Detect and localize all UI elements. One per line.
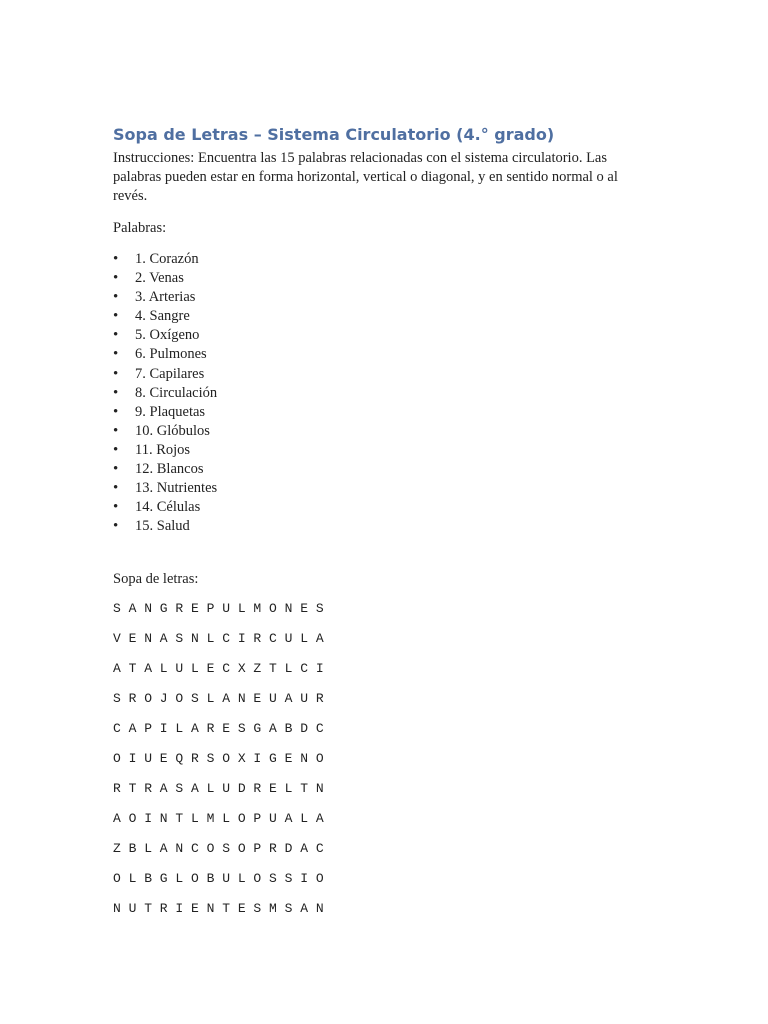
list-item <box>113 403 217 422</box>
bullet-icon: • <box>113 289 119 306</box>
list-item <box>113 365 217 384</box>
bullet-icon: • <box>113 461 119 478</box>
list-item <box>113 269 217 288</box>
word-label: 8. Circulación <box>135 384 218 401</box>
grid-row: O L B G L O B U L O S S I O <box>113 871 324 886</box>
word-label: 13. Nutrientes <box>135 480 218 497</box>
word-label: 11. Rojos <box>135 441 191 458</box>
bullet-icon: • <box>113 499 119 516</box>
words-label: Palabras: <box>113 220 167 236</box>
document-title: Sopa de Letras – Sistema Circulatorio (4.° grado) <box>113 125 555 144</box>
bullet-icon: • <box>113 365 119 382</box>
bullet-icon: • <box>113 346 119 363</box>
word-search-grid <box>113 599 324 929</box>
bullet-icon: • <box>113 251 119 267</box>
grid-row: S A N G R E P U L M O N E S <box>113 601 324 616</box>
bullet-icon: • <box>113 518 119 535</box>
bullet-icon: • <box>113 270 119 287</box>
word-label: 15. Salud <box>135 518 190 535</box>
word-label: 5. Oxígeno <box>135 327 200 344</box>
bullet-icon: • <box>113 480 119 497</box>
word-label: 10. Glóbulos <box>135 422 210 439</box>
grid-row: A T A L U L E C X Z T L C I <box>113 661 324 676</box>
bullet-icon: • <box>113 422 119 439</box>
word-label: 14. Células <box>135 499 201 516</box>
word-label: 7. Capilares <box>135 365 205 382</box>
list-item <box>113 460 217 479</box>
grid-row: A O I N T L M L O P U A L A <box>113 811 324 826</box>
word-label: 2. Venas <box>135 270 184 287</box>
grid-row: V E N A S N L C I R C U L A <box>113 631 324 646</box>
bullet-icon: • <box>113 441 119 458</box>
grid-row: N U T R I E N T E S M S A N <box>113 901 324 916</box>
grid-row: O I U E Q R S O X I G E N O <box>113 751 324 766</box>
word-label: 6. Pulmones <box>135 346 207 363</box>
list-item <box>113 441 217 460</box>
grid-row: Z B L A N C O S O P R D A C <box>113 841 324 856</box>
bullet-icon: • <box>113 308 119 325</box>
grid-label: Sopa de letras: <box>113 571 199 587</box>
list-item <box>113 307 217 326</box>
grid-row: S R O J O S L A N E U A U R <box>113 691 324 706</box>
grid-row: R T R A S A L U D R E L T N <box>113 781 324 796</box>
word-label: 9. Plaquetas <box>135 403 206 420</box>
list-item <box>113 498 217 517</box>
grid-row: C A P I L A R E S G A B D C <box>113 721 324 736</box>
list-item <box>113 288 217 307</box>
list-item <box>113 250 217 269</box>
list-item <box>113 517 217 536</box>
word-label: 12. Blancos <box>135 461 204 478</box>
list-item <box>113 422 217 441</box>
word-list <box>113 250 217 536</box>
bullet-icon: • <box>113 327 119 344</box>
instructions-text: Instrucciones: Encuentra las 15 palabras relacionadas con el sistema circulatorio. Las palabras pueden estar en forma horizontal, vertical o diagonal, y en sentido normal o al revés. <box>113 150 618 204</box>
bullet-icon: • <box>113 384 119 401</box>
word-label: 3. Arterias <box>135 289 196 306</box>
bullet-icon: • <box>113 403 119 420</box>
word-label: 4. Sangre <box>135 308 190 325</box>
list-item <box>113 345 217 364</box>
list-item <box>113 384 217 403</box>
word-label: 1. Corazón <box>135 251 199 267</box>
list-item <box>113 326 217 345</box>
list-item <box>113 479 217 498</box>
